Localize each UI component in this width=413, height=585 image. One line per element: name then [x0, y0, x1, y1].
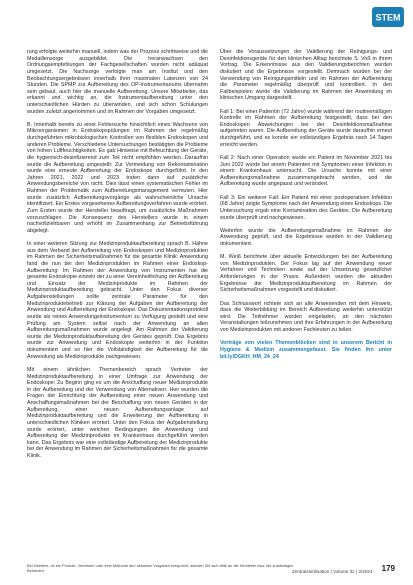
paragraph: Weiterhin wurde die Aufbereitungsmaßnahme im Rahmen der Anwendung geprüft, und die Ergebnisse wurden in der Validierung dokumentiert. [220, 227, 392, 247]
paragraph: In einer weiteren Sitzung zur Medizinproduktaufbereitung sprach B. Hähne aus dem Verband der Aufbereitung von Endoskopen und Medizinprodukten im Rahmen der Sicherheitsmaßnahmen für die gesamte Klinik: Anwendung fand die nun bei den Medizinprodukten im Rahmen einer Endoskop-Aufbereitung: Im Rahmen der Anwendung von Instrumenten hat die gesamte Endoskopie einzeln der zu einer Vereinheitlichung der Aufbereitung und Einsatz der Medizinprodukte im Rahmen der Medizinproduktaufbereitung gebracht. Unter den Fokus diverser Aufgabenstellungen sollte zentrale Parameter für den Medizinproduktebetrieb zur Klärung der Aufgaben der Aufbereitung der Anwendung und Aufbereitung der Endoskope. Das Dokumentationsprotokoll wurde als reines Anwendungsinstrumentum zu Verfügung gestellt und eine Prüfung am System selbst nach der Anwendung an allen Aufbereitungsmaßnahmen wurde angelegt. Am Rahmen der Validierung wurde die Medizinproduktaufbereitung des Gerätes geprüft. Das Ergebnis wurde zur Anwendung und Endoskopie weiterhin in der Funktion dokumentiert und so hier die Vollständigkeit der Aufbereitung für die Anwendung als Medizinprodukte nachgewiesen. [27, 241, 208, 360]
paragraph: Mit einem ähnlichen Themenbereich sprach Vertreter der Medizinproduktaufbereitung in einer Umfrage zur Anwendung der Endoskope: Zu Beginn ging es um die Anschaffung neuer Medizinprodukte in der Aufbereitung und der Verwendung von Alternativen. Hier wurden die Fragen der Einrichtung der Aufbereitung einer neuen Anwendung und Anschaffungsmaßnahmen bei der Beschaffung von neuen Geräten in der Aufbereitung, einer neuen Aufbereitungsanlage auf Medizinproduktaufbereitung und die Erweiterung der Aufbereitung in unterschiedlichen Kliniken erörtert. Unter den Fokus der Aufgabenstellung wurde erörtert, unter welchen Bedingungen die Anwendung und Aufbereitung der Medizinprodukte im Krankenhaus durchgeführt werden kann. Das Ergebnis war eine vollständige Aufbereitung der Medizinprodukte bei der Anwendung im Rahmen der Sicherheitsmaßnahmen für die gesamte Klinik. [27, 366, 208, 460]
logo-text: STEM [375, 12, 401, 23]
stem-logo [371, 6, 405, 28]
paragraph: M. Weiß berichtete über aktuelle Entwicklungen bei der Aufbereitung von Medizinprodukten. Der Fokus lag auf der Anwendung neuer Verfahren und Techniken sowie auf der Umsetzung gesetzlicher Anforderungen in der Praxis. Außerdem wurden die aktuellen Ergebnisse der Medizinproduktaufbereitung im Rahmen der Sicherheitsmaßnahmen vorgestellt und diskutiert. [220, 254, 392, 294]
paragraph: B. Innerhalb bereits zu einer Fehlersuche hinsichtlich eines Wachsens von Mikroorganismen in Endoskopspülungen im Rahmen der regelmäßig durchgeführten mikrobiologischen Kontrollen von flexiblen Endoskopen und anderen Probleme. Verschiedene Untersuchungen bestätigten die Probleme von hohen Luftfeuchtigkeiten. Es gab Hinweise mit Befeuchtung der Geräte, die hygienisch-desinfizierend zum Teil nicht empfohlen werden. Daraufhin wurde die Aufbereitung umgestellt: Zur Vermeidung von Rekontamination wurde eine erneute Aufbereitung der Endoskope durchgeführt. In den Jahren 2021, 2022 und 2023 traten dann auf zusätzliche Anwendungsbereiche von nicht. Dies lässt einen systematischen Fehler im Rahmen der Problematik zum Aufbereitungsmanagement vermuten. Hier wurde zusätzlich Aufbereitungsvorgänge als wahrscheinliche Ursache identifiziert. Ein Erstes vorgesehenes Aufbereitungsverfahren wurde erörtert. Zum Ersten wurde der Hersteller beauftragt, um zusätzliche Maßnahmen vorzuschlagen. Die Konsequenz des Herstellers wurde in einem nachvollziehbaren und erhöht im Zusammenhang zur Betriebsführung abgelegt. [27, 121, 208, 234]
paragraph: Fall 2: Nach einer Operation wurde ein Patient im November 2021 bis Juni 2022 wurde bei einem Patienten mit Symptomen einer Infektion in einem Krankenhaus untersucht. Die Ursache konnte mit einer Aufbereitungsmaßnahme zusammengebracht werden, und die Aufbereitung wurde angepasst und verändert. [220, 154, 392, 188]
right-column [220, 49, 392, 360]
left-column [27, 49, 208, 466]
highlight-note: Vorträge von vielen Themenblöcken sind in unserem Bericht in Hygiene & Medizin zusammengefasst. Sie finden ihn unter bit.ly/DGKH_HM_24_24 [220, 340, 392, 360]
footnote: Bei Zweifeln, ob ein Produkt, Verfahren oder eine Methode den aktuellen Vorgaben entspricht, wenden Sie sich bitte an die Hersteller bzw. die zuständigen Behörden. [27, 563, 294, 573]
paragraph: Das Schlusswort richtete sich an alle Anwesenden mit dem Hinweis, dass die Weiterbildung im Bereich Aufbereitung weiterhin unterstützt wird. Die Teilnehmer wurden eingeladen, an den nächsten Veranstaltungen teilzunehmen und ihre Erfahrungen in der Aufbereitung von Medizinprodukten mit anderen Fachleuten zu teilen. [220, 300, 392, 334]
journal-footer: Zentralsterilisation | Volume 32 | 2/2024 [292, 569, 373, 574]
paragraph: Fall 1: Bei einer Patientin (72 Jahre) wurde während der routinemäßigen Kontrolle im Rahmen der Aufbereitung festgestellt, dass bei den Endoskopen Abweichungen bei der Desinfektionsmaßnahme aufgetreten waren. Die Aufbereitung der Geräte wurde daraufhin erneut durchgeführt, und es konnte ein vollständiges Ergebnis nach 14 Tagen erreicht werden. [220, 108, 392, 148]
paragraph: rung erfolgte weiterhin manuell, indem was der Prozess schrittweise und die Medaillensorge ausgebildet. Die heranwachsen den Ordnungsempfehlungen der Fachgesellschaften wurden nicht adäquat umgesetzt. Die Nachsorge verfolgte man am Institut und den Beobachtungsergebnissen innerhalb ihrer maximalen Latenzen von 24 Stunden. Die SPMP zur Aufbereitung des OP-Instrumentariums übernahm sein gebaut, auch hier die manuelle Aufbereitung. Unsere Mitarbeiter, das erkannt und wichtig an, die Instrumentaufbereitung unter den unterschiedlichen Hürden zu überwinden, und sich schon Schulungen wurden zuletzt angenommen und im Rahmen der Vorgaben umgesetzt. [27, 49, 208, 115]
paragraph: Fall 3: Ein weiterer Fall: Ein Patient mit einer postoperativen Infektion (68 Jahre) zeigte Symptome nach der Anwendung eines Endoskops. Die Untersuchung ergab eine Kontamination des Gerätes. Die Aufbereitung wurde überprüft und nachgewiesen. [220, 194, 392, 221]
paragraph: Über die Voraussetzungen der Validierung der Reinigungs- und Desinfektionsgeräte für den klinischen Alltag berichtete S. Voß in ihrem Vortrag. Die Erkenntnisse aus den Validierungsberichten wurden diskutiert und die Ergebnisse vorgestellt. Demnach wurden bei der Verwendung von Reinigungsmitteln und im Rahmen der Aufbereitung die Parameter regelmäßig überprüft und kontrolliert. In den Fallbeispielen wurde die Validierung im Rahmen der Anwendung im klinischen Umgang dargestellt. [220, 49, 392, 102]
page-number: 179 [381, 564, 395, 573]
